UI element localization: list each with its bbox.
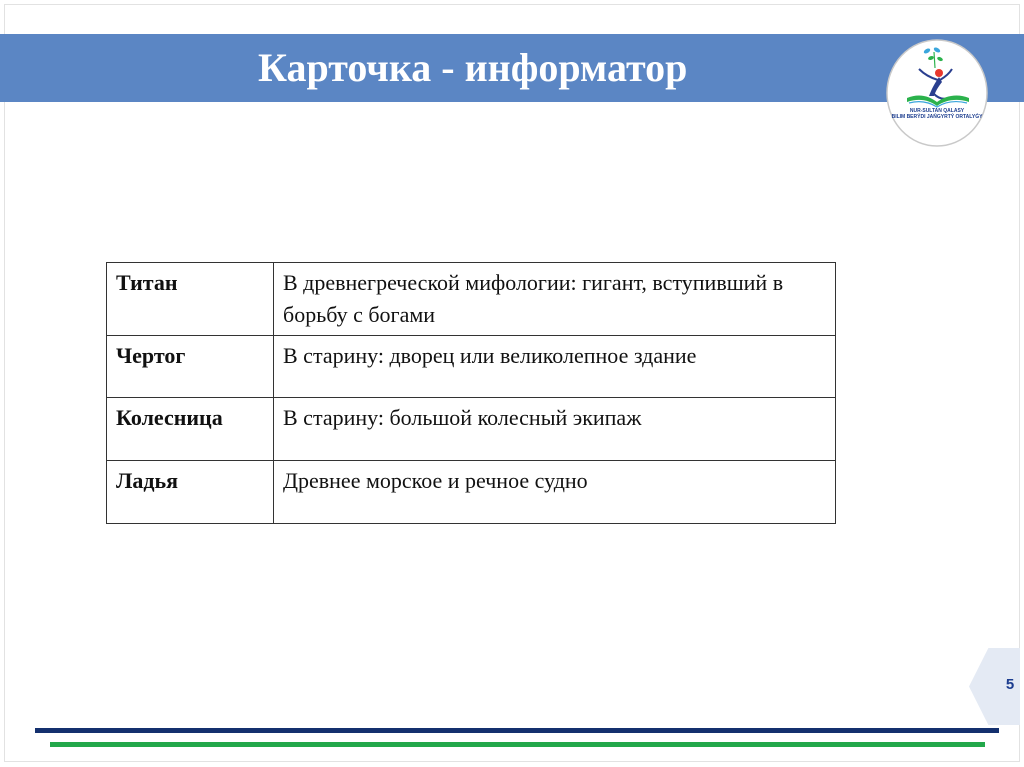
- logo-caption: NUR-SULTAN QALASY BILIM BERÝDI JAŃGYRTÝ ORTALYǴY: [891, 108, 983, 120]
- term-cell: Чертог: [107, 336, 274, 398]
- term-cell: Колесница: [107, 398, 274, 461]
- footer-line-green: [50, 742, 985, 747]
- definition-cell: В древнегреческой мифологии: гигант, вступивший в борьбу с богами: [274, 263, 836, 336]
- term-cell: Ладья: [107, 461, 274, 524]
- slide-title: Карточка - информатор: [258, 45, 688, 90]
- table-row: [107, 336, 836, 398]
- page-number: 5: [1005, 676, 1015, 693]
- term-cell: Титан: [107, 263, 274, 336]
- table-row: [107, 263, 836, 336]
- terms-table: [106, 262, 836, 524]
- organization-logo: [885, 38, 989, 148]
- table-row: [107, 461, 836, 524]
- book-person-sprout-logo-icon: [885, 38, 989, 148]
- definition-cell: Древнее морское и речное судно: [274, 461, 836, 524]
- definition-cell: В старину: дворец или великолепное здание: [274, 336, 836, 398]
- definition-cell: В старину: большой колесный экипаж: [274, 398, 836, 461]
- table-row: [107, 398, 836, 461]
- footer-line-navy: [35, 728, 999, 733]
